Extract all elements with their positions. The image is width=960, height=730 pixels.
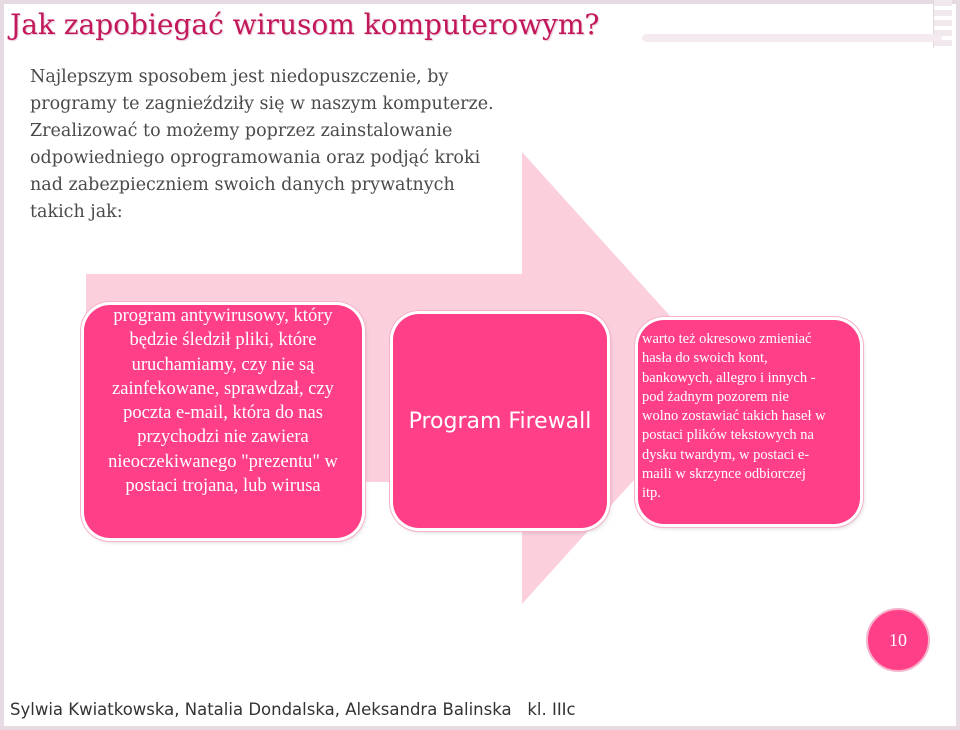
passwords-line: dysku twardym, w postaci e- <box>642 446 810 463</box>
passwords-line: hasła do swoich kont, <box>642 350 768 367</box>
passwords-text <box>642 330 860 504</box>
passwords-line: pod żadnym pozorem nie <box>642 388 789 405</box>
passwords-line: postaci plików tekstowych na <box>642 427 814 444</box>
passwords-line: maili w skrzynce odbiorczej <box>642 466 806 483</box>
passwords-line: warto też okresowo zmieniać <box>642 331 812 347</box>
firewall-box <box>393 314 607 528</box>
firewall-text: Program Firewall <box>408 408 592 434</box>
decorative-bar <box>642 34 942 42</box>
passwords-line: itp. <box>642 485 661 502</box>
antivirus-text: program antywirusowy, który będzie śledził pliki, które uruchamiamy, czy nie są zainfekowane, sprawdzał, czy poczta e-mail, która do nas przychodzi nie zawiera nieoczekiwanego "prezentu" w postaci trojana, lub wirusa <box>108 306 338 497</box>
antivirus-box <box>84 305 362 538</box>
slide-footer: Sylwia Kwiatkowska, Natalia Dondalska, Aleksandra Balinska kl. IIIc <box>10 700 576 719</box>
passwords-line: bankowych, allegro i innych - <box>642 369 816 386</box>
passwords-box <box>638 320 860 524</box>
slide-title: Jak zapobiegać wirusom komputerowym? <box>10 8 600 41</box>
page-number-badge: 10 <box>866 608 930 672</box>
passwords-line: wolno zostawiać takich haseł w <box>642 408 826 425</box>
intro-paragraph: Najlepszym sposobem jest niedopuszczenie, by programy te zagnieździły się w naszym komputerze. Zrealizować to możemy poprzez zainstalowanie odpowiedniego oprogramowania oraz podjąć kroki nad zabezpieczniem swoich danych prywatnych takich jak: <box>30 67 494 222</box>
